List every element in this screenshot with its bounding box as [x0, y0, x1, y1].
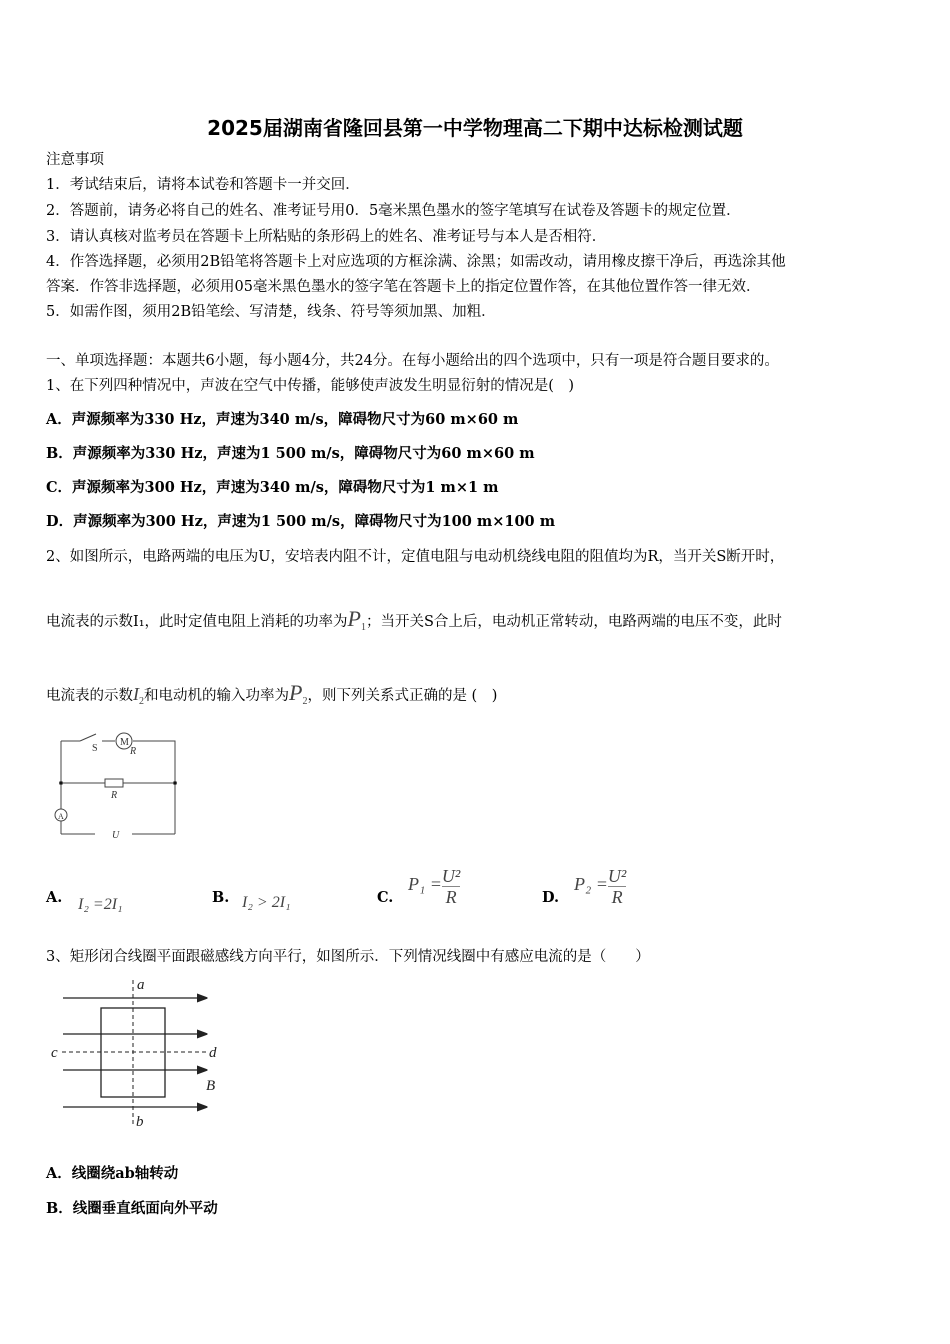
q2-option-a-label: A. — [46, 889, 63, 906]
note-item: 5．如需作图，须用2B铅笔绘、写清楚，线条、符号等须加黑、加粗． — [46, 304, 496, 320]
q2-option-b-expr: I₂ > 2I₁ — [242, 894, 291, 911]
p2-symbol — [289, 680, 307, 705]
q2-line3 — [46, 674, 497, 721]
lhs: P₂ = — [574, 874, 608, 894]
label-b: b — [136, 1114, 144, 1130]
q1-option-c: C．声源频率为300 Hz，声速为340 m/s，障碍物尺寸为1 m×1 m — [46, 479, 499, 496]
q2-option-d-expr — [574, 864, 626, 907]
section-heading: 一、单项选择题：本题共6小题，每小题4分，共24分。在每小题给出的四个选项中，只有一项是符合题目要求的。 — [46, 353, 779, 369]
subscript: 1 — [361, 622, 366, 633]
p1-symbol — [348, 606, 366, 631]
q1-option-b: B．声源频率为330 Hz，声速为1 500 m/s，障碍物尺寸为60 m×60 m — [46, 445, 535, 462]
note-item: 1．考试结束后，请将本试卷和答题卡一并交回． — [46, 177, 360, 193]
q2-text: 和电动机的输入功率为 — [144, 688, 289, 704]
switch-label: S — [92, 743, 98, 754]
p-letter: P — [347, 606, 361, 631]
notes-heading: 注意事项 — [46, 152, 104, 168]
resistor-label: R — [111, 790, 118, 801]
q2-text: ；当开关S合上后，电动机正常转动，电路两端的电压不变，此时 — [366, 614, 782, 630]
note-item: 答案．作答非选择题，必须用05毫米黑色墨水的签字笔在答题卡上的指定位置作答，在其他位置作答一律无效． — [46, 279, 761, 295]
motor-r-label: R — [130, 746, 137, 757]
subscript: 2 — [139, 696, 144, 707]
q3-stem: 3、矩形闭合线圈平面跟磁感线方向平行，如图所示．下列情况线圈中有感应电流的是（ ） — [46, 949, 650, 965]
i-letter: I — [133, 684, 139, 704]
q1-option-a: A．声源频率为330 Hz，声速为340 m/s，障碍物尺寸为60 m×60 m — [46, 411, 519, 428]
denominator: R — [445, 886, 457, 907]
circuit-diagram — [50, 730, 190, 845]
q2-option-c-expr — [408, 864, 460, 907]
q3-option-a: A．线圈绕ab轴转动 — [46, 1165, 179, 1182]
label-d: d — [209, 1045, 217, 1061]
p-letter: P — [289, 680, 303, 705]
switch-icon — [80, 734, 96, 741]
voltage-label: U — [112, 830, 120, 841]
q2-text: 电流表的示数I₁，此时定值电阻上消耗的功率为 — [46, 614, 348, 630]
numerator: U² — [441, 865, 461, 886]
page-title: 2025届湖南省隆回县第一中学物理高二下期中达标检测试题 — [207, 116, 743, 140]
label-B: B — [206, 1078, 216, 1094]
q2-option-c-label: C. — [377, 889, 394, 906]
denominator: R — [611, 886, 623, 907]
label-a: a — [137, 977, 145, 993]
subscript: 2 — [302, 696, 308, 707]
resistor-icon — [105, 779, 123, 787]
q2-text: 电流表的示数 — [46, 688, 133, 704]
numerator: U² — [607, 865, 627, 886]
motor-label: M — [120, 737, 129, 748]
q2-option-d-label: D. — [542, 889, 560, 906]
label-c: c — [51, 1045, 58, 1061]
q2-line2 — [46, 600, 782, 647]
lhs: P₁ = — [408, 874, 442, 894]
q2-option-b-label: B. — [212, 889, 230, 906]
q2-line1: 2、如图所示，电路两端的电压为U，安培表内阻不计，定值电阻与电动机绕线电阻的阻值均为R，当开关S断开时， — [46, 549, 785, 565]
note-item: 3．请认真核对监考员在答题卡上所粘贴的条形码上的姓名、准考证号与本人是否相符． — [46, 229, 607, 245]
ammeter-label: A — [58, 812, 64, 821]
q2-option-a-expr: I₂ =2I₁ — [78, 896, 123, 913]
note-item: 2．答题前，请务必将自己的姓名、准考证号用0．5毫米黑色墨水的签字笔填写在试卷及答题卡的规定位置． — [46, 203, 741, 219]
q1-option-d: D．声源频率为300 Hz，声速为1 500 m/s，障碍物尺寸为100 m×100 m — [46, 513, 556, 530]
q3-option-b: B．线圈垂直纸面向外平动 — [46, 1200, 218, 1217]
note-item: 4．作答选择题，必须用2B铅笔将答题卡上对应选项的方框涂满、涂黑；如需改动，请用橡皮擦干净后，再选涂其他 — [46, 254, 786, 270]
q2-text: ，则下列关系式正确的是 ( ) — [307, 688, 498, 704]
q1-stem: 1、在下列四种情况中，声波在空气中传播，能够使声波发生明显衍射的情况是( ) — [46, 378, 575, 394]
i2-symbol — [133, 684, 144, 707]
coil-diagram — [48, 972, 228, 1132]
